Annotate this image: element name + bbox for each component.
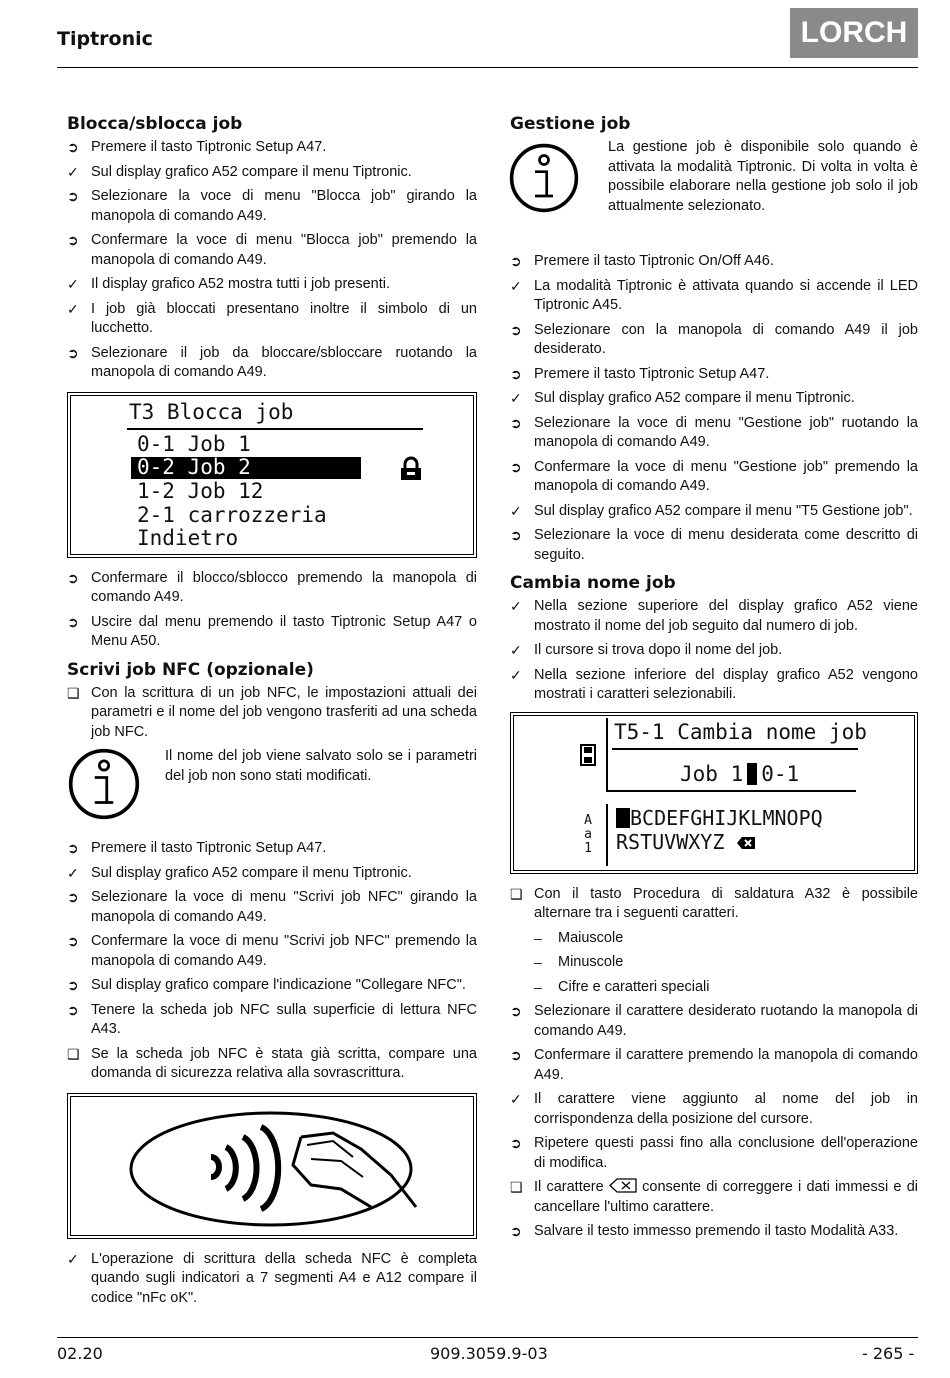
arrow-icon: ➲ xyxy=(510,365,522,382)
box-icon: ❑ xyxy=(67,1045,80,1062)
lcd-charset-row1: BCDEFGHIJKLMNOPQ xyxy=(616,806,823,830)
lcd-job-number: 0-1 xyxy=(761,761,800,786)
section-title-cambia-nome: Cambia nome job xyxy=(510,573,676,593)
arrow-icon: ➲ xyxy=(510,253,522,269)
dash-icon: – xyxy=(534,978,542,995)
check-icon: ✓ xyxy=(67,276,79,292)
list-item: ➲ Selezionare la voce di menu "Gestione job" ruotando la manopola di comando A49. xyxy=(510,414,918,450)
info-icon xyxy=(67,747,141,821)
list-item: ➲ Confermare il blocco/sblocco premendo la manopola di comando A49. xyxy=(67,569,477,605)
list-item: – Maiuscole xyxy=(510,929,918,949)
arrow-icon: ➲ xyxy=(67,977,79,993)
arrow-icon: ➲ xyxy=(510,1047,522,1063)
arrow-icon: ➲ xyxy=(510,414,522,431)
backspace-icon xyxy=(609,1178,637,1193)
right-column xyxy=(510,112,918,1247)
text-cursor xyxy=(747,763,757,785)
step-list xyxy=(510,252,918,565)
list-item: – Minuscole xyxy=(510,953,918,973)
list-item: ❑ Se la scheda job NFC è stata già scritta, compare una domanda di sicurezza relativa alla sovrascrittura. xyxy=(67,1045,477,1081)
arrow-icon: ➲ xyxy=(67,1001,79,1018)
list-item: ✓ Sul display grafico A52 compare il menu "T5 Gestione job". xyxy=(510,502,918,522)
arrow-icon: ➲ xyxy=(510,321,522,338)
lcd-job-name: Job 1 xyxy=(680,761,744,786)
list-item: ✓ Sul display grafico A52 compare il menu Tiptronic. xyxy=(67,163,477,183)
section-title-gestione: Gestione job xyxy=(510,114,631,134)
info-icon xyxy=(508,142,580,214)
padlock-icon xyxy=(398,456,424,482)
list-item: ❑ Con il tasto Procedura di saldatura A32 è possibile alternare tra i seguenti caratteri. xyxy=(510,885,918,921)
info-text: La gestione job è disponibile solo quando è attivata la modalità Tiptronic. Di volta in volta è possibile elaborare nella gestione job solo il job attualmente selezionato. xyxy=(608,139,918,214)
list-item: ✓ Nella sezione inferiore del display grafico A52 vengono mostrati i caratteri selezionabili. xyxy=(510,666,918,702)
list-item: ➲ Selezionare la voce di menu "Scrivi job NFC" girando la manopola di comando A49. xyxy=(67,889,477,925)
arrow-icon: ➲ xyxy=(510,458,522,475)
list-item: ✓ Il display grafico A52 mostra tutti i job presenti. xyxy=(67,275,477,295)
list-item: ✓ Sul display grafico A52 compare il menu Tiptronic. xyxy=(510,389,918,409)
list-item: ➲ Confermare la voce di menu "Scrivi job NFC" premendo la manopola di comando A49. xyxy=(67,933,477,969)
arrow-icon: ➲ xyxy=(510,1003,522,1019)
step-list xyxy=(510,885,918,1242)
list-item: ✓ Il carattere viene aggiunto al nome del job in corrispondenza della posizione del cursore. xyxy=(510,1091,918,1127)
header-rule xyxy=(57,67,918,68)
nfc-card-illustration xyxy=(71,1097,475,1235)
left-column xyxy=(67,112,477,1313)
box-icon: ❑ xyxy=(510,885,523,902)
step-list xyxy=(510,597,918,705)
lcd-job-row xyxy=(680,762,799,786)
list-item: ✓ Nella sezione superiore del display grafico A52 viene mostrato il nome del job seguito dal numero di job. xyxy=(510,598,918,634)
lcd-charset-row2: RSTUVWXYZ xyxy=(616,830,756,854)
footer-date: 02.20 xyxy=(57,1344,103,1363)
check-icon: ✓ xyxy=(67,1250,79,1267)
footer-rule xyxy=(57,1337,918,1338)
list-item: ➲ Sul display grafico compare l'indicazione "Collegare NFC". xyxy=(67,976,477,996)
list-item: ✓ I job già bloccati presentano inoltre il simbolo di un lucchetto. xyxy=(67,300,477,336)
footer-doc-number: 909.3059.9-03 xyxy=(430,1344,548,1363)
list-item: ➲ Selezionare il job da bloccare/sbloccare ruotando la manopola di comando A49. xyxy=(67,344,477,380)
lcd-row: 0-2 Job 2 xyxy=(137,454,251,479)
arrow-icon: ➲ xyxy=(67,889,79,905)
section-title-nfc: Scrivi job NFC (opzionale) xyxy=(67,659,314,680)
dash-icon: – xyxy=(534,954,542,970)
info-text: Il nome del job viene salvato solo se i parametri del job non sono stati modificati. xyxy=(165,748,477,784)
box-icon: ❑ xyxy=(510,1179,523,1195)
page-header-title: Tiptronic xyxy=(57,28,153,50)
info-box xyxy=(67,747,477,829)
list-item: ✓ Sul display grafico A52 compare il menu Tiptronic. xyxy=(67,864,477,884)
check-icon: ✓ xyxy=(510,1091,522,1107)
list-item: ➲ Premere il tasto Tiptronic Setup A47. xyxy=(67,839,477,859)
list-item: ➲ Confermare il carattere premendo la manopola di comando A49. xyxy=(510,1047,918,1083)
note-item: ❑ Con la scrittura di un job NFC, le impostazioni attuali dei parametri e il nome del job vengono trasferiti ad una scheda job NFC. xyxy=(67,684,477,740)
box-icon: ❑ xyxy=(67,684,80,701)
check-icon: ✓ xyxy=(67,864,79,881)
list-item: ➲ Selezionare la voce di menu desiderata come descritto di seguito. xyxy=(510,527,918,563)
check-icon: ✓ xyxy=(510,598,522,614)
arrow-icon: ➲ xyxy=(510,527,522,543)
arrow-icon: ➲ xyxy=(67,933,79,949)
list-item: ➲ Tenere la scheda job NFC sulla superficie di lettura NFC A43. xyxy=(67,1001,477,1037)
list-item: ✓ Il cursore si trova dopo il nome del job. xyxy=(510,641,918,661)
section-title-blocca: Blocca/sblocca job xyxy=(67,114,243,134)
check-icon: ✓ xyxy=(510,666,522,683)
arrow-icon: ➲ xyxy=(67,188,79,204)
list-item: ➲ Confermare la voce di menu "Gestione job" premendo la manopola di comando A49. xyxy=(510,458,918,494)
list-item: ➲ Premere il tasto Tiptronic Setup A47. xyxy=(510,365,918,385)
lcd-title: T3 Blocca job xyxy=(129,399,294,424)
list-item: ❑ Il carattere consente di correggere i dati immessi e di cancellare l'ultimo carattere. xyxy=(510,1179,918,1215)
arrow-icon: ➲ xyxy=(510,1135,522,1151)
list-item: ➲ Uscire dal menu premendo il tasto Tiptronic Setup A47 o Menu A50. xyxy=(67,613,477,649)
lcd-divider-vertical-lower xyxy=(606,804,608,866)
footer-page-number: - 265 - xyxy=(862,1344,915,1363)
lcd-row: 2-1 carrozzeria xyxy=(137,502,327,527)
arrow-icon: ➲ xyxy=(67,232,79,248)
dash-icon: – xyxy=(534,929,542,946)
arrow-icon: ➲ xyxy=(67,139,79,155)
check-icon: ✓ xyxy=(510,277,522,294)
arrow-icon: ➲ xyxy=(67,613,79,630)
list-item: ➲ Premere il tasto Tiptronic Setup A47. xyxy=(67,138,477,158)
check-icon: ✓ xyxy=(67,300,79,317)
backspace-icon xyxy=(736,836,756,850)
lcd-char-mode: A a 1 xyxy=(584,812,592,856)
step-list xyxy=(67,569,477,652)
list-item: ➲ Selezionare la voce di menu "Blocca job" girando la manopola di comando A49. xyxy=(67,188,477,224)
arrow-icon: ➲ xyxy=(67,840,79,856)
lcd-row: 1-2 Job 12 xyxy=(137,478,264,503)
lcd-title: T5-1 Cambia nome job xyxy=(614,719,867,744)
list-item: ➲ Selezionare il carattere desiderato ruotando la manopola di comando A49. xyxy=(510,1003,918,1039)
list-item: ➲ Confermare la voce di menu "Blocca job" premendo la manopola di comando A49. xyxy=(67,232,477,268)
check-icon: ✓ xyxy=(510,642,522,658)
lorch-logo: LORCH xyxy=(790,8,918,58)
arrow-icon: ➲ xyxy=(510,1223,522,1239)
lcd-title-underline xyxy=(127,428,423,430)
list-item: ✓ La modalità Tiptronic è attivata quando si accende il LED Tiptronic A45. xyxy=(510,277,918,313)
selected-char-marker xyxy=(616,808,630,828)
step-list xyxy=(67,839,477,1084)
lcd-title-underline xyxy=(612,748,858,750)
list-item: ✓ L'operazione di scrittura della scheda NFC è completa quando sugli indicatori a 7 segmenti A4 e A12 compare il codice "nFc oK". xyxy=(67,1250,477,1306)
info-box xyxy=(510,138,918,242)
lcd-divider-horizontal xyxy=(606,790,856,792)
lcd-row: 0-1 Job 1 xyxy=(137,431,251,456)
check-icon: ✓ xyxy=(510,502,522,519)
lcd-blocca-job xyxy=(70,395,474,555)
lcd-divider-vertical xyxy=(606,718,608,790)
list-item: ➲ Salvare il testo immesso premendo il tasto Modalità A33. xyxy=(510,1222,918,1242)
list-item: ➲ Ripetere questi passi fino alla conclusione dell'operazione di modifica. xyxy=(510,1135,918,1171)
floppy-save-icon xyxy=(580,744,596,766)
arrow-icon: ➲ xyxy=(67,344,79,361)
list-item: ➲ Premere il tasto Tiptronic On/Off A46. xyxy=(510,252,918,272)
arrow-icon: ➲ xyxy=(67,569,79,586)
lcd-cambia-nome xyxy=(513,715,915,871)
lcd-row: Indietro xyxy=(137,525,239,550)
list-item: ➲ Selezionare con la manopola di comando A49 il job desiderato. xyxy=(510,321,918,357)
list-item: – Cifre e caratteri speciali xyxy=(510,978,918,998)
step-list xyxy=(67,138,477,383)
check-icon: ✓ xyxy=(510,390,522,406)
lcd-nfc-display xyxy=(70,1096,474,1236)
check-icon: ✓ xyxy=(67,163,79,180)
